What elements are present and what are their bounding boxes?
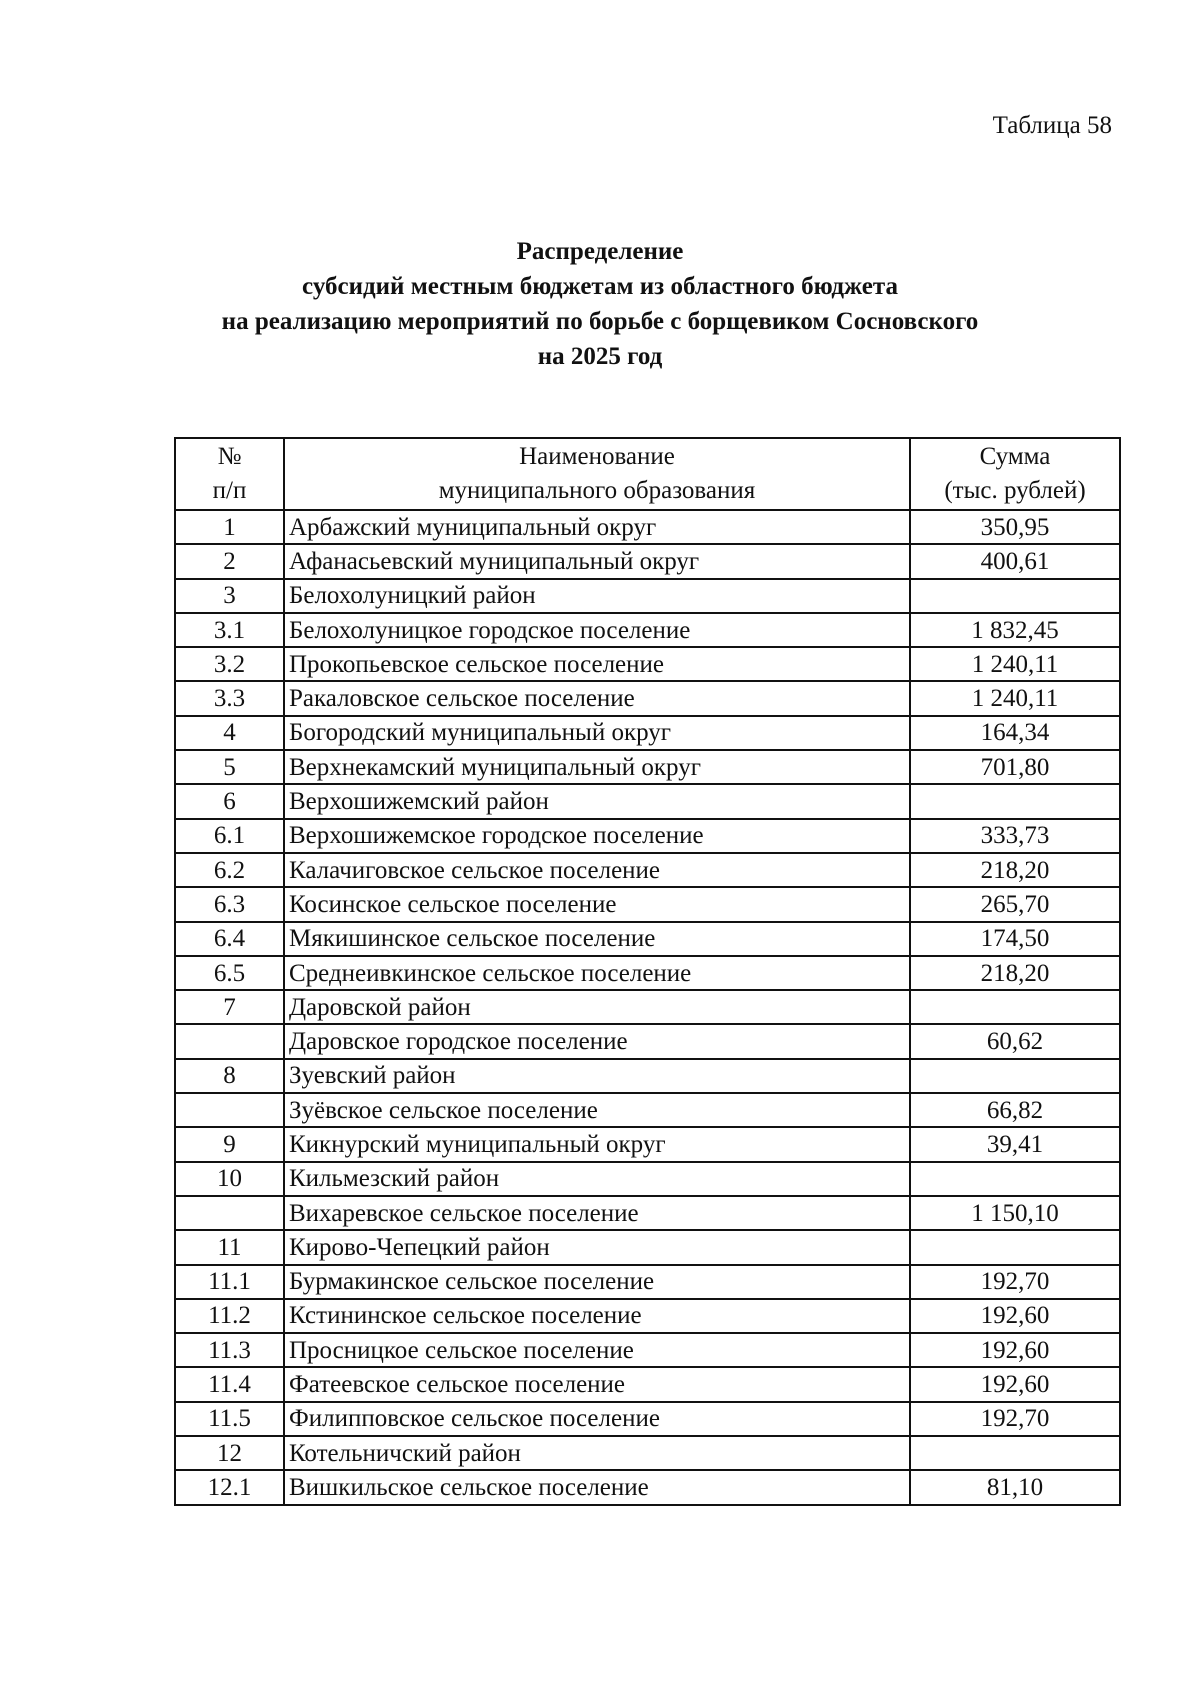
row-sum: 265,70 bbox=[910, 887, 1120, 921]
row-name: Мякишинское сельское поселение bbox=[284, 922, 910, 956]
table-row bbox=[175, 819, 1120, 853]
title-line: Распределение bbox=[516, 238, 684, 265]
row-sum bbox=[910, 1162, 1120, 1196]
table-row bbox=[175, 1265, 1120, 1299]
row-number bbox=[175, 1024, 284, 1058]
row-sum bbox=[910, 1230, 1120, 1264]
row-name: Бурмакинское сельское поселение bbox=[284, 1265, 910, 1299]
row-name: Афанасьевский муниципальный округ bbox=[284, 544, 910, 578]
table-row bbox=[175, 579, 1120, 613]
row-name: Зуёвское сельское поселение bbox=[284, 1093, 910, 1127]
row-sum bbox=[910, 990, 1120, 1024]
table-row bbox=[175, 853, 1120, 887]
row-sum: 1 150,10 bbox=[910, 1196, 1120, 1230]
subsidy-table bbox=[174, 437, 1121, 1506]
table-row bbox=[175, 1127, 1120, 1161]
row-sum: 192,70 bbox=[910, 1402, 1120, 1436]
row-sum: 192,60 bbox=[910, 1299, 1120, 1333]
row-name: Кирово-Чепецкий район bbox=[284, 1230, 910, 1264]
row-name: Кильмезский район bbox=[284, 1162, 910, 1196]
table-row bbox=[175, 1333, 1120, 1367]
row-number: 1 bbox=[175, 510, 284, 544]
row-name: Верхошижемское городское поселение bbox=[284, 819, 910, 853]
table-row bbox=[175, 510, 1120, 544]
table-row bbox=[175, 1059, 1120, 1093]
row-name: Верхошижемский район bbox=[284, 784, 910, 818]
row-name: Белохолуницкое городское поселение bbox=[284, 613, 910, 647]
row-number: 11.4 bbox=[175, 1367, 284, 1401]
row-number: 6.4 bbox=[175, 922, 284, 956]
row-sum: 164,34 bbox=[910, 716, 1120, 750]
table-header-row bbox=[175, 438, 1120, 510]
row-number: 3.2 bbox=[175, 647, 284, 681]
row-name: Вихаревское сельское поселение bbox=[284, 1196, 910, 1230]
header-name-line2: муниципального образования bbox=[438, 477, 756, 504]
row-number bbox=[175, 1093, 284, 1127]
header-number bbox=[175, 438, 284, 510]
table-row bbox=[175, 784, 1120, 818]
row-sum bbox=[910, 1059, 1120, 1093]
title-line: на 2025 год bbox=[537, 343, 663, 370]
row-sum: 192,60 bbox=[910, 1367, 1120, 1401]
row-name: Котельничский район bbox=[284, 1436, 910, 1470]
row-number: 11.3 bbox=[175, 1333, 284, 1367]
header-number-line1: № bbox=[217, 443, 242, 470]
header-sum-line1: Сумма bbox=[979, 443, 1051, 470]
title-line: субсидий местным бюджетам из областного бюджета bbox=[302, 273, 898, 300]
row-sum: 192,70 bbox=[910, 1265, 1120, 1299]
header-sum bbox=[910, 438, 1120, 510]
row-sum bbox=[910, 1436, 1120, 1470]
document-title bbox=[0, 234, 1200, 374]
row-name: Просницкое сельское поселение bbox=[284, 1333, 910, 1367]
row-sum: 218,20 bbox=[910, 853, 1120, 887]
row-number: 12 bbox=[175, 1436, 284, 1470]
row-number: 3.1 bbox=[175, 613, 284, 647]
table-row bbox=[175, 1299, 1120, 1333]
table-row bbox=[175, 750, 1120, 784]
row-number bbox=[175, 1196, 284, 1230]
row-name: Филипповское сельское поселение bbox=[284, 1402, 910, 1436]
header-name bbox=[284, 438, 910, 510]
row-name: Среднеивкинское сельское поселение bbox=[284, 956, 910, 990]
table-row bbox=[175, 1402, 1120, 1436]
row-sum: 81,10 bbox=[910, 1470, 1120, 1504]
row-number: 5 bbox=[175, 750, 284, 784]
table-row bbox=[175, 1367, 1120, 1401]
row-name: Зуевский район bbox=[284, 1059, 910, 1093]
row-number: 12.1 bbox=[175, 1470, 284, 1504]
row-sum: 350,95 bbox=[910, 510, 1120, 544]
row-sum: 400,61 bbox=[910, 544, 1120, 578]
table-row bbox=[175, 681, 1120, 715]
row-sum: 218,20 bbox=[910, 956, 1120, 990]
row-sum bbox=[910, 784, 1120, 818]
row-name: Белохолуницкий район bbox=[284, 579, 910, 613]
row-number: 4 bbox=[175, 716, 284, 750]
table-row bbox=[175, 887, 1120, 921]
table-row bbox=[175, 1230, 1120, 1264]
table-row bbox=[175, 1162, 1120, 1196]
row-number: 8 bbox=[175, 1059, 284, 1093]
row-sum: 1 240,11 bbox=[910, 681, 1120, 715]
header-number-line2: п/п bbox=[212, 477, 247, 504]
row-number: 6 bbox=[175, 784, 284, 818]
row-number: 6.2 bbox=[175, 853, 284, 887]
table-row bbox=[175, 647, 1120, 681]
row-name: Даровской район bbox=[284, 990, 910, 1024]
row-sum: 60,62 bbox=[910, 1024, 1120, 1058]
table-row bbox=[175, 1470, 1120, 1504]
table-row bbox=[175, 1436, 1120, 1470]
row-number: 11.5 bbox=[175, 1402, 284, 1436]
row-sum: 192,60 bbox=[910, 1333, 1120, 1367]
row-sum: 39,41 bbox=[910, 1127, 1120, 1161]
row-name: Вишкильское сельское поселение bbox=[284, 1470, 910, 1504]
header-sum-line2: (тыс. рублей) bbox=[944, 477, 1086, 504]
row-name: Калачиговское сельское поселение bbox=[284, 853, 910, 887]
header-name-line1: Наименование bbox=[519, 443, 675, 470]
row-number: 6.1 bbox=[175, 819, 284, 853]
row-sum: 66,82 bbox=[910, 1093, 1120, 1127]
row-sum: 1 832,45 bbox=[910, 613, 1120, 647]
table-row bbox=[175, 716, 1120, 750]
row-sum bbox=[910, 579, 1120, 613]
row-name: Прокопьевское сельское поселение bbox=[284, 647, 910, 681]
table-number-label: Таблица 58 bbox=[992, 112, 1112, 139]
row-number: 10 bbox=[175, 1162, 284, 1196]
table-row bbox=[175, 1196, 1120, 1230]
row-number: 6.3 bbox=[175, 887, 284, 921]
row-number: 9 bbox=[175, 1127, 284, 1161]
row-name: Кикнурский муниципальный округ bbox=[284, 1127, 910, 1161]
table-row bbox=[175, 1024, 1120, 1058]
row-sum: 174,50 bbox=[910, 922, 1120, 956]
row-number: 11 bbox=[175, 1230, 284, 1264]
row-name: Ракаловское сельское поселение bbox=[284, 681, 910, 715]
row-number: 3.3 bbox=[175, 681, 284, 715]
row-name: Богородский муниципальный округ bbox=[284, 716, 910, 750]
row-number: 11.2 bbox=[175, 1299, 284, 1333]
row-number: 3 bbox=[175, 579, 284, 613]
row-number: 2 bbox=[175, 544, 284, 578]
table-row bbox=[175, 613, 1120, 647]
row-sum: 1 240,11 bbox=[910, 647, 1120, 681]
table-row bbox=[175, 1093, 1120, 1127]
row-name: Косинское сельское поселение bbox=[284, 887, 910, 921]
row-number: 11.1 bbox=[175, 1265, 284, 1299]
table-row bbox=[175, 922, 1120, 956]
row-name: Верхнекамский муниципальный округ bbox=[284, 750, 910, 784]
row-sum: 701,80 bbox=[910, 750, 1120, 784]
row-name: Кстининское сельское поселение bbox=[284, 1299, 910, 1333]
row-name: Арбажский муниципальный округ bbox=[284, 510, 910, 544]
table-row bbox=[175, 990, 1120, 1024]
row-number: 6.5 bbox=[175, 956, 284, 990]
title-line: на реализацию мероприятий по борьбе с борщевиком Сосновского bbox=[221, 308, 979, 335]
row-name: Даровское городское поселение bbox=[284, 1024, 910, 1058]
row-name: Фатеевское сельское поселение bbox=[284, 1367, 910, 1401]
row-sum: 333,73 bbox=[910, 819, 1120, 853]
table-row bbox=[175, 544, 1120, 578]
table-row bbox=[175, 956, 1120, 990]
row-number: 7 bbox=[175, 990, 284, 1024]
